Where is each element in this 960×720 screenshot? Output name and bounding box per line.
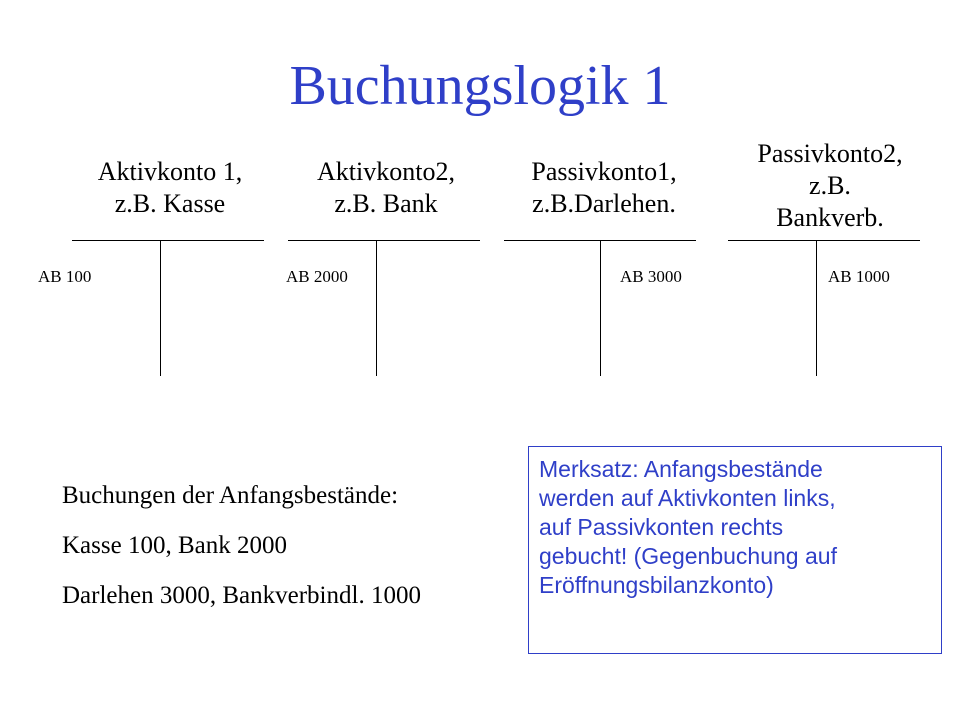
merksatz-line-4: gebucht! (Gegenbuchung auf [539, 543, 837, 569]
t-account-4-divider [816, 240, 817, 376]
merksatz-box [528, 446, 942, 654]
merksatz-line-2: werden auf Aktivkonten links, [539, 485, 836, 511]
account-3-opening-balance: AB 3000 [620, 267, 682, 286]
account-1-opening-balance: AB 100 [38, 267, 92, 286]
bookings-line-2: Darlehen 3000, Bankverbindl. 1000 [62, 582, 421, 609]
account-2-example: z.B. Bank [334, 189, 438, 218]
account-3-name: Passivkonto1, [531, 157, 677, 186]
account-1-name: Aktivkonto 1, [97, 157, 243, 186]
account-4-name: Passivkonto2, [757, 139, 903, 168]
account-4-example-cont: Bankverb. [776, 203, 884, 232]
account-label-3 [504, 156, 704, 220]
merksatz-line-1: Merksatz: Anfangsbestände [539, 456, 823, 482]
merksatz-line-3: auf Passivkonten rechts [539, 514, 784, 540]
account-1-example: z.B. Kasse [114, 189, 226, 218]
bookings-line-1: Kasse 100, Bank 2000 [62, 532, 287, 559]
t-account-4-top-line [728, 240, 920, 241]
account-2-opening-balance: AB 2000 [286, 267, 348, 286]
merksatz-line-5: Eröffnungsbilanzkonto) [539, 572, 774, 598]
account-label-2 [288, 156, 484, 220]
t-account-1-top-line [72, 240, 264, 241]
t-account-1-divider [160, 240, 161, 376]
opening-bookings [62, 478, 421, 628]
account-4-example: z.B. [809, 171, 851, 200]
account-3-example: z.B.Darlehen. [532, 189, 676, 218]
account-2-name: Aktivkonto2, [317, 157, 455, 186]
t-account-2-top-line [288, 240, 480, 241]
account-4-opening-balance: AB 1000 [828, 267, 890, 286]
bookings-heading: Buchungen der Anfangsbestände: [62, 482, 399, 509]
account-label-1 [72, 156, 268, 220]
account-label-4 [730, 138, 930, 234]
t-account-3-divider [600, 240, 601, 376]
t-account-2-divider [376, 240, 377, 376]
page-title: Buchungslogik 1 [289, 55, 671, 117]
